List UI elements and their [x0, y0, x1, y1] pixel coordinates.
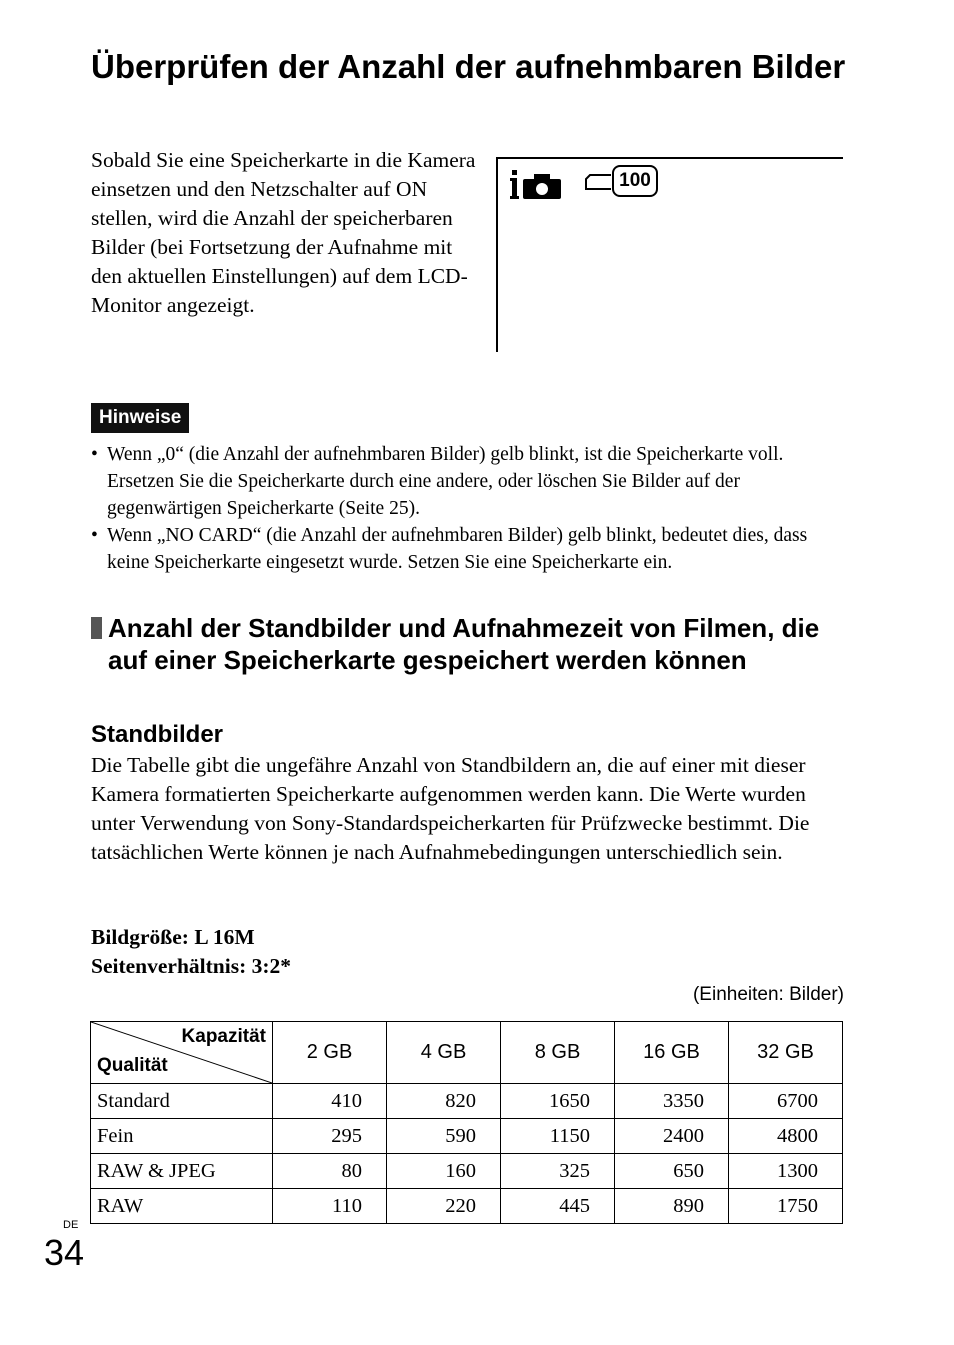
value-cell: 820: [387, 1084, 501, 1119]
value-cell: 4800: [729, 1119, 843, 1154]
quality-cell: RAW: [91, 1189, 273, 1224]
value-cell: 110: [273, 1189, 387, 1224]
capacity-label: Kapazität: [181, 1026, 266, 1047]
table-row: [91, 1189, 843, 1224]
capacity-header: 4 GB: [387, 1022, 501, 1084]
value-cell: 890: [615, 1189, 729, 1224]
table-corner-cell: [91, 1022, 273, 1084]
table-row: [91, 1119, 843, 1154]
memory-card-icon: [584, 173, 612, 191]
subsection-heading: Standbilder: [91, 721, 224, 748]
quality-cell: Fein: [91, 1119, 273, 1154]
remaining-images-count: 100: [612, 165, 658, 197]
value-cell: 6700: [729, 1084, 843, 1119]
table-row: [91, 1154, 843, 1189]
section-heading: [91, 612, 861, 676]
value-cell: 650: [615, 1154, 729, 1189]
note-item: [91, 522, 851, 576]
notes-label: Hinweise: [91, 403, 189, 433]
capacity-header: 8 GB: [501, 1022, 615, 1084]
note-text: Wenn „NO CARD“ (die Anzahl der aufnehmbaren Bilder) gelb blinkt, bedeutet dies, dass keine Speicherkarte eingesetzt wurde. Setzen Sie eine Speicherkarte ein.: [107, 525, 808, 573]
aspect-ratio-spec: Seitenverhältnis: 3:2*: [91, 954, 292, 978]
quality-cell: RAW & JPEG: [91, 1154, 273, 1189]
capacity-header: 16 GB: [615, 1022, 729, 1084]
value-cell: 410: [273, 1084, 387, 1119]
value-cell: 295: [273, 1119, 387, 1154]
intelligent-auto-camera-icon: [510, 169, 562, 201]
section-marker-icon: [91, 617, 102, 639]
value-cell: 80: [273, 1154, 387, 1189]
table-header-row: [91, 1022, 843, 1084]
value-cell: 2400: [615, 1119, 729, 1154]
value-cell: 3350: [615, 1084, 729, 1119]
capacity-header: 32 GB: [729, 1022, 843, 1084]
quality-label: Qualität: [97, 1055, 168, 1076]
capacity-table: [90, 1021, 843, 1224]
table-row: [91, 1084, 843, 1119]
value-cell: 1150: [501, 1119, 615, 1154]
value-cell: 1750: [729, 1189, 843, 1224]
units-note: (Einheiten: Bilder): [692, 984, 844, 1005]
value-cell: 220: [387, 1189, 501, 1224]
bullet: •: [91, 444, 98, 465]
value-cell: 325: [501, 1154, 615, 1189]
note-item: [91, 441, 851, 522]
image-size-spec: Bildgröße: L 16M: [91, 925, 255, 949]
capacity-header: 2 GB: [273, 1022, 387, 1084]
page-number: 34: [44, 1232, 85, 1273]
page-title: Überprüfen der Anzahl der aufnehmbaren Bilder: [91, 48, 846, 85]
value-cell: 160: [387, 1154, 501, 1189]
bullet: •: [91, 525, 98, 546]
lcd-monitor-illustration: [496, 157, 843, 352]
value-cell: 590: [387, 1119, 501, 1154]
value-cell: 1300: [729, 1154, 843, 1189]
section-heading-text: Anzahl der Standbilder und Aufnahmezeit von Filmen, die auf einer Speicherkarte gespeichert werden können: [108, 613, 820, 675]
quality-cell: Standard: [91, 1084, 273, 1119]
intro-paragraph: Sobald Sie eine Speicherkarte in die Kamera einsetzen und den Netzschalter auf ON stellen, wird die Anzahl der speicherbaren Bilder (bei Fortsetzung der Aufnahme mit den aktuellen Einstellungen) auf dem LCD-Monitor angezeigt.: [91, 148, 476, 317]
value-cell: 445: [501, 1189, 615, 1224]
body-paragraph: Die Tabelle gibt die ungefähre Anzahl von Standbildern an, die auf einer mit dieser Kamera formatierten Speicherkarte aufgenommen werden kann. Die Werte wurden unter Verwendung von Sony-Standardspeicherkarten für Prüfzwecke bestimmt. Die tatsächlichen Werte können je nach Aufnahmebedingungen unterschiedlich sein.: [91, 753, 810, 864]
note-text: Wenn „0“ (die Anzahl der aufnehmbaren Bilder) gelb blinkt, ist die Speicherkarte voll. Ersetzen Sie die Speicherkarte durch eine andere, oder löschen Sie Bilder auf der gegenwärtigen Speicherkarte (Seite 25).: [107, 444, 784, 519]
value-cell: 1650: [501, 1084, 615, 1119]
language-code: DE: [63, 1219, 79, 1231]
